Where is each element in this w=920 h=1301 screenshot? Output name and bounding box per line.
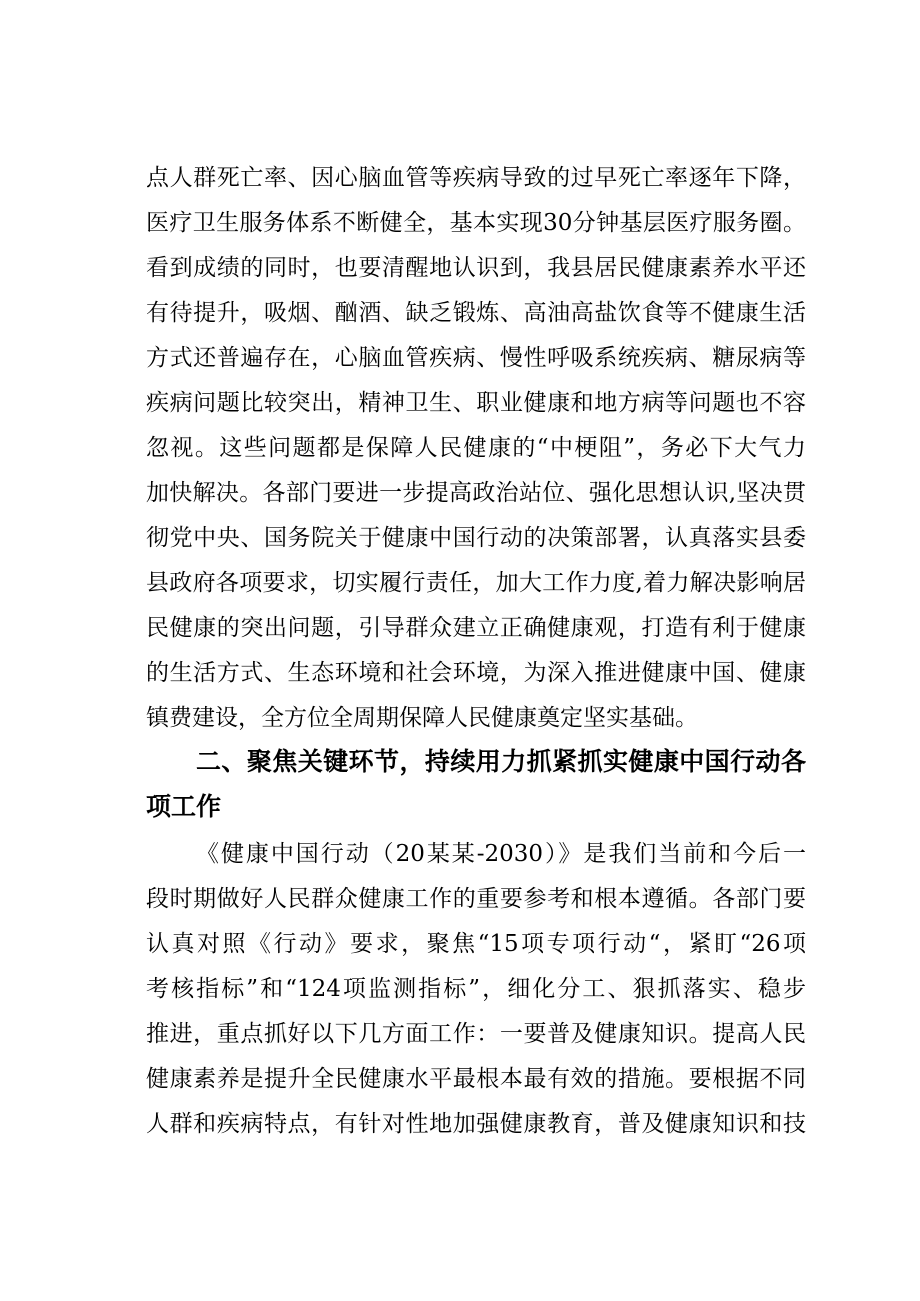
paragraph-line: 加快解决。各部门要进一步提高政治站位、强化思想认识,坚决贯 — [146, 480, 806, 506]
paragraph-line: 段时期做好人民群众健康工作的重要参考和根本遵循。各部门要 — [146, 886, 806, 912]
paragraph-line: 《健康中国行动（20某某-2030）》是我们当前和今后一 — [196, 841, 806, 867]
paragraph-line: 看到成绩的同时，也要清醒地认识到，我县居民健康素养水平还 — [146, 255, 806, 281]
heading-line: 二、聚焦关键环节，持续用力抓紧抓实健康中国行动各 — [196, 747, 806, 776]
paragraph-line: 健康素养是提升全民健康水平最根本最有效的措施。要根据不同 — [146, 1066, 806, 1092]
paragraph-line: 有待提升，吸烟、酗酒、缺乏锻炼、高油高盐饮食等不健康生活 — [146, 300, 806, 326]
paragraph-line: 医疗卫生服务体系不断健全，基本实现30分钟基层医疗服务圈。 — [146, 210, 806, 236]
paragraph-line: 疾病问题比较突出，精神卫生、职业健康和地方病等问题也不容 — [146, 390, 806, 416]
paragraph-line: 民健康的突出问题，引导群众建立正确健康观，打造有利于健康 — [146, 615, 806, 641]
paragraph-line: 推进，重点抓好以下几方面工作：一要普及健康知识。提高人民 — [146, 1021, 806, 1047]
paragraph-line: 人群和疾病特点，有针对性地加强健康教育，普及健康知识和技 — [146, 1111, 806, 1137]
paragraph-line: 的生活方式、生态环境和社会环境，为深入推进健康中国、健康 — [146, 660, 806, 686]
paragraph-line: 考核指标”和“124项监测指标”，细化分工、狠抓落实、稳步 — [146, 976, 806, 1002]
paragraph-line: 彻党中央、国务院关于健康中国行动的决策部署，认真落实县委 — [146, 525, 806, 551]
paragraph-line: 县政府各项要求，切实履行责任，加大工作力度,着力解决影响居 — [146, 570, 806, 596]
heading-line: 项工作 — [146, 792, 222, 821]
paragraph-line: 点人群死亡率、因心脑血管等疾病导致的过早死亡率逐年下降， — [146, 165, 806, 191]
paragraph-line: 认真对照《行动》要求，聚焦“15项专项行动“，紧盯“26项 — [146, 931, 806, 957]
paragraph-line: 忽视。这些问题都是保障人民健康的“中梗阻”，务必下大气力 — [146, 435, 806, 461]
paragraph-line: 方式还普遍存在，心脑血管疾病、慢性呼吸系统疾病、糖尿病等 — [146, 345, 806, 371]
paragraph-line: 镇费建设，全方位全周期保障人民健康奠定坚实基础。 — [146, 705, 698, 731]
